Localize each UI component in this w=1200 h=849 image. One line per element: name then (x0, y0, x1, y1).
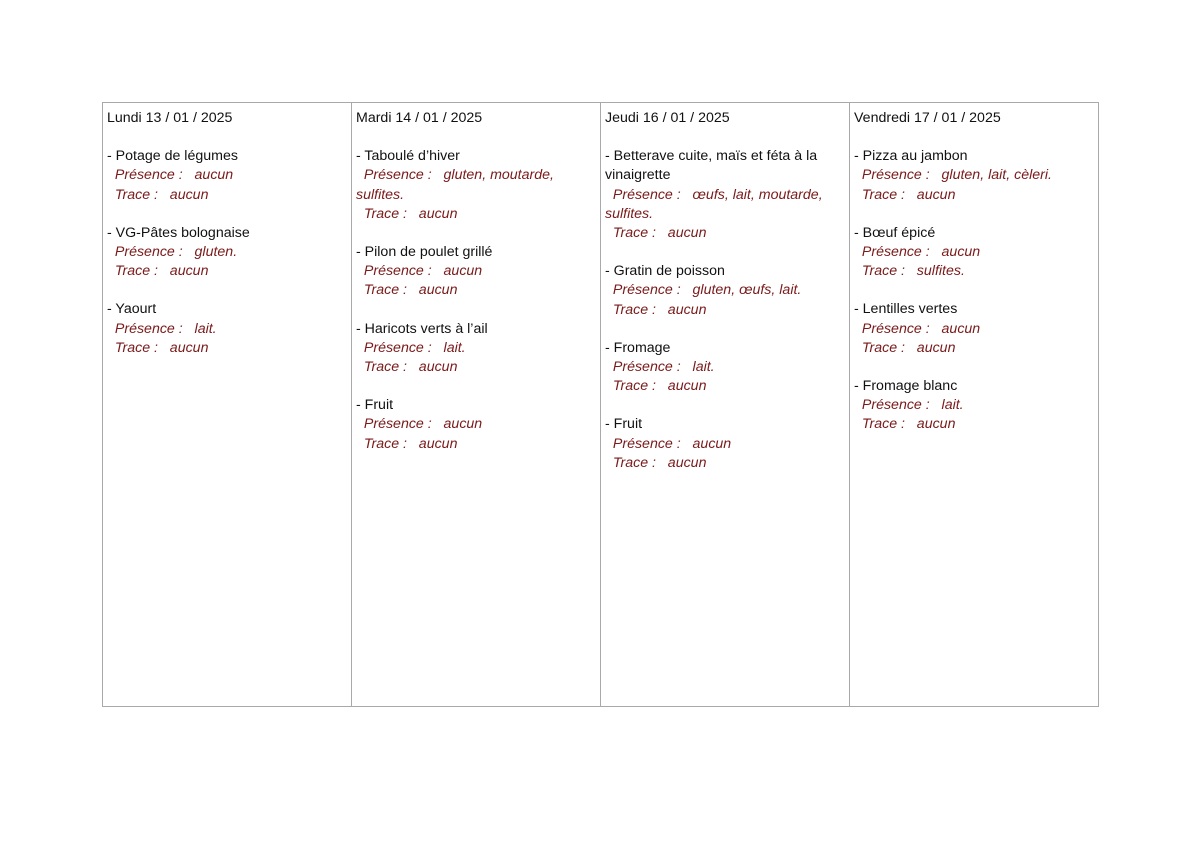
allergen-presence: Présence : aucun (356, 263, 483, 280)
dish-name: - Potage de légumes (107, 148, 238, 165)
allergen-presence: Présence : gluten, lait, cèleri. (854, 167, 1052, 184)
dish-name: - Bœuf épicé (854, 224, 936, 241)
allergen-trace: Trace : aucun (356, 359, 458, 376)
allergen-presence: Présence : lait. (854, 397, 964, 414)
allergen-trace: Trace : sulfites. (854, 263, 965, 280)
day-title: Jeudi 16 / 01 / 2025 (605, 110, 730, 126)
day-title: Lundi 13 / 01 / 2025 (107, 110, 233, 126)
day-column-jeudi (601, 103, 850, 706)
dish-name: - Pilon de poulet grillé (356, 244, 493, 261)
allergen-trace: Trace : aucun (356, 205, 458, 222)
allergen-trace: Trace : aucun (107, 263, 209, 280)
allergen-presence: Présence : lait. (107, 320, 217, 337)
allergen-presence: Présence : lait. (356, 339, 466, 356)
dish-name: - Fruit (605, 416, 643, 433)
dish-item (854, 224, 1094, 282)
dish-name: - Fromage (605, 339, 671, 356)
day-column-vendredi (850, 103, 1098, 706)
dish-item (107, 224, 347, 282)
dish-name: - Lentilles vertes (854, 301, 958, 318)
allergen-trace: Trace : aucun (107, 339, 209, 356)
weekly-menu-table (102, 102, 1099, 707)
allergen-presence: Présence : aucun (605, 435, 732, 452)
dish-name: - Fromage blanc (854, 378, 958, 395)
dish-item (107, 300, 347, 358)
allergen-presence: Présence : aucun (107, 167, 234, 184)
dish-name: - Yaourt (107, 301, 157, 318)
dish-item (854, 147, 1094, 205)
dish-item (356, 396, 596, 454)
allergen-trace: Trace : aucun (854, 416, 956, 433)
dish-name: - Fruit (356, 397, 394, 414)
allergen-trace: Trace : aucun (854, 339, 956, 356)
allergen-trace: Trace : aucun (854, 186, 956, 203)
dish-item (605, 339, 845, 397)
allergen-presence: Présence : œufs, lait, moutarde, sulfites. (605, 186, 827, 222)
dish-item (356, 320, 596, 378)
allergen-presence: Présence : lait. (605, 359, 715, 376)
allergen-presence: Présence : aucun (854, 320, 981, 337)
dish-item (605, 262, 845, 320)
allergen-trace: Trace : aucun (107, 186, 209, 203)
dish-name: - Haricots verts à l’ail (356, 320, 488, 337)
allergen-trace: Trace : aucun (356, 282, 458, 299)
dish-name: - Taboulé d’hiver (356, 148, 460, 165)
allergen-trace: Trace : aucun (356, 435, 458, 452)
dish-item (605, 147, 845, 243)
allergen-trace: Trace : aucun (605, 378, 707, 395)
dish-name: - Betterave cuite, maïs et féta à la vinaigrette (605, 148, 818, 184)
allergen-presence: Présence : gluten, moutarde, sulfites. (356, 167, 558, 203)
allergen-presence: Présence : gluten, œufs, lait. (605, 282, 802, 299)
dish-item (107, 147, 347, 205)
dish-item (854, 300, 1094, 358)
allergen-presence: Présence : gluten. (107, 244, 238, 261)
dish-name: - Gratin de poisson (605, 263, 725, 280)
dish-item (356, 243, 596, 301)
allergen-trace: Trace : aucun (605, 454, 707, 471)
allergen-presence: Présence : aucun (854, 244, 981, 261)
dish-item (605, 415, 845, 473)
dish-name: - Pizza au jambon (854, 148, 968, 165)
allergen-trace: Trace : aucun (605, 301, 707, 318)
allergen-presence: Présence : aucun (356, 416, 483, 433)
dish-item (356, 147, 596, 224)
dish-name: - VG-Pâtes bolognaise (107, 224, 250, 241)
day-title: Mardi 14 / 01 / 2025 (356, 110, 483, 126)
day-title: Vendredi 17 / 01 / 2025 (854, 110, 1001, 126)
day-column-mardi (352, 103, 601, 706)
allergen-trace: Trace : aucun (605, 225, 707, 242)
dish-item (854, 377, 1094, 435)
day-column-lundi (103, 103, 352, 706)
